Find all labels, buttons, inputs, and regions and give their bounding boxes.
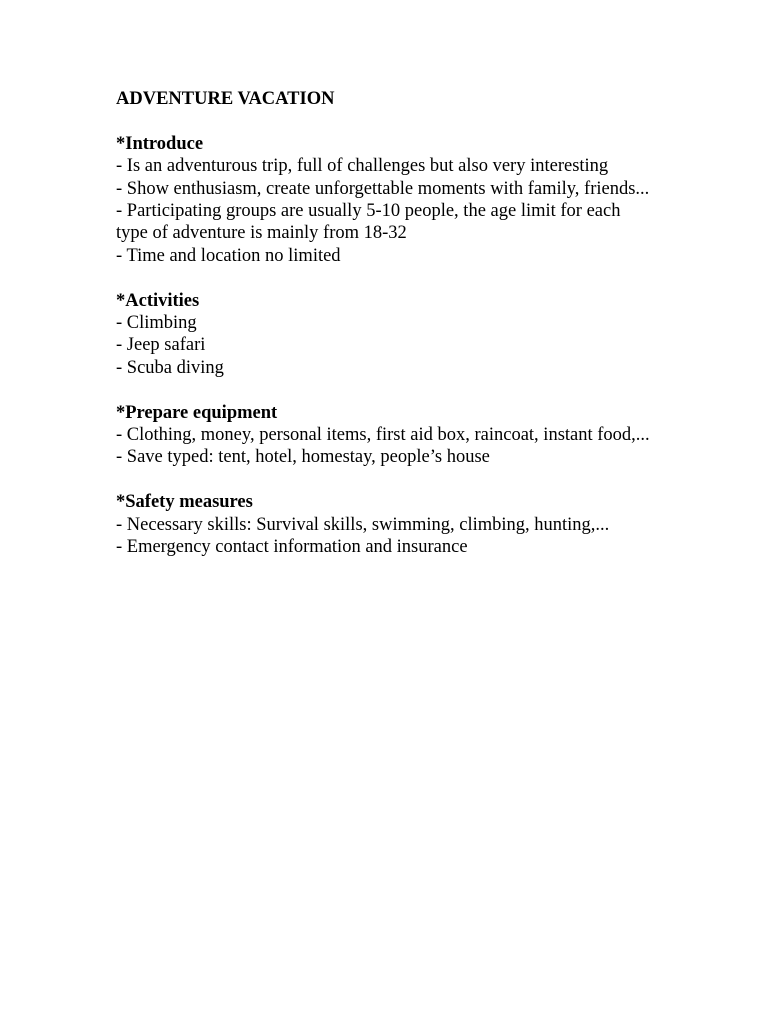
section-heading: *Introduce [116,133,204,154]
bullet-line: - Necessary skills: Survival skills, swimming, climbing, hunting,... [116,514,610,535]
bullet-line: - Is an adventurous trip, full of challenges but also very interesting [116,156,609,177]
document-page [116,88,656,558]
document-title: ADVENTURE VACATION [116,89,335,109]
bullet-line: - Jeep safari [116,335,206,356]
bullet-line: - Emergency contact information and insurance [116,537,468,558]
bullet-line: - Climbing [116,313,197,334]
section-prepare-equipment [116,402,656,469]
section-heading: *Activities [116,290,200,311]
bullet-line: - Save typed: tent, hotel, homestay, people’s house [116,447,490,468]
section-introduce [116,133,656,267]
bullet-line: - Clothing, money, personal items, first aid box, raincoat, instant food,... [116,425,650,446]
section-heading: *Prepare equipment [116,402,278,423]
bullet-line: - Participating groups are usually 5-10 people, the age limit for each type of adventure is mainly from 18-32 [116,201,621,244]
section-heading: *Safety measures [116,492,253,513]
bullet-line: - Scuba diving [116,357,224,378]
section-activities [116,290,656,380]
section-safety-measures [116,491,656,558]
bullet-line: - Show enthusiasm, create unforgettable moments with family, friends... [116,178,650,199]
bullet-line: - Time and location no limited [116,245,341,266]
